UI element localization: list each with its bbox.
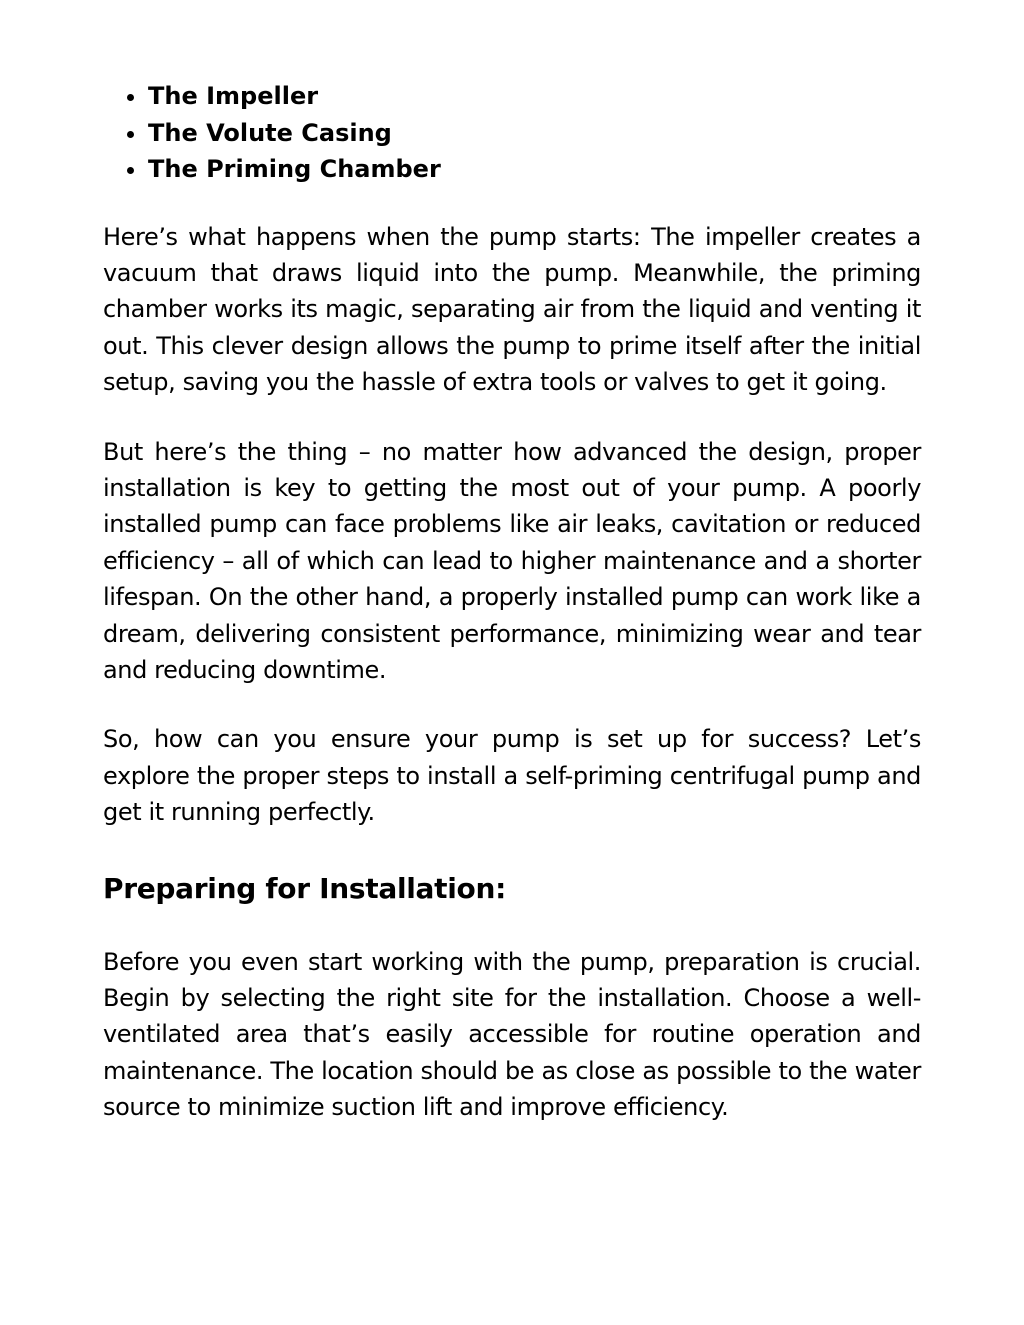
section-heading: Preparing for Installation: (103, 871, 506, 905)
pump-components-list (103, 78, 921, 188)
installation-importance-paragraph: But here’s the thing – no matter how advanced the design, proper installation is key to getting the most out of your pump. A poorly installed pump can face problems like air leaks, cavitation or reduced efficiency – all of which can lead to higher maintenance and a shorter lifespan. On the other hand, a properly installed pump can work like a dream, delivering consistent performance, minimizing wear and tear and reducing downtime. (103, 437, 921, 684)
list-item: • The Volute Casing (148, 115, 921, 152)
list-item: • The Impeller (148, 78, 921, 115)
intro-paragraph: Here’s what happens when the pump starts: The impeller creates a vacuum that draws liquid into the pump. Meanwhile, the priming chamber works its magic, separating air from the liquid and venting it out. This clever design allows the pump to prime itself after the initial setup, saving you the hassle of extra tools or valves to get it going. (103, 222, 921, 397)
document-page (103, 78, 921, 1126)
preparation-paragraph: Before you even start working with the pump, preparation is crucial. Begin by selecting the right site for the installation. Choose a well-ventilated area that’s easily accessible for routine operation and maintenance. The location should be as close as possible to the water source to minimize suction lift and improve efficiency. (103, 947, 921, 1122)
transition-paragraph: So, how can you ensure your pump is set up for success? Let’s explore the proper steps to install a self-priming centrifugal pump and get it running perfectly. (103, 725, 921, 827)
list-item: • The Priming Chamber (148, 151, 921, 188)
